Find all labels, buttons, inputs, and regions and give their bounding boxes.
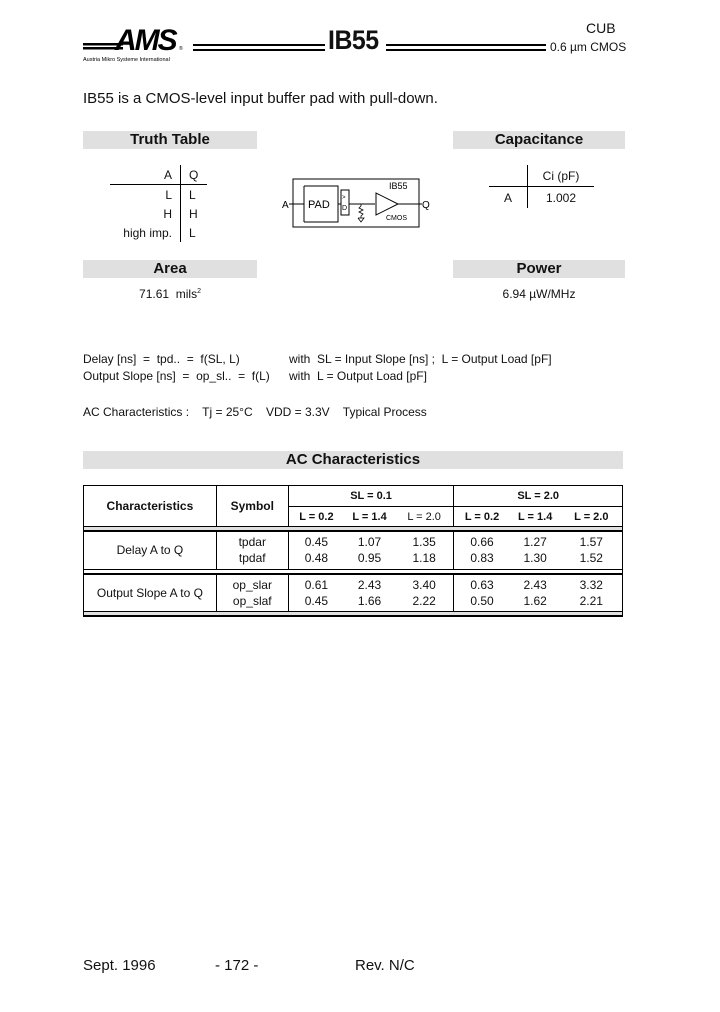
value-cell: 2.43 (523, 577, 547, 592)
area-value (83, 287, 257, 301)
svg-text:>: > (342, 195, 346, 201)
truth-table (110, 165, 207, 242)
value-cell: 1.35 (412, 535, 436, 550)
value-cell: 3.40 (412, 577, 436, 592)
svg-text:Q: Q (422, 200, 430, 211)
load-header: L = 1.4 (510, 507, 561, 527)
ci-header: Ci (pF) (528, 165, 595, 187)
capacitance-table (489, 165, 594, 208)
value-cell: 0.66 (470, 535, 494, 550)
value-cell: 0.45 (304, 535, 329, 550)
value-cell: 2.22 (412, 593, 436, 608)
svg-text:IB55: IB55 (389, 181, 408, 191)
col-characteristics: Characteristics (84, 486, 217, 527)
table-row (84, 531, 623, 569)
value-cell: 1.66 (357, 593, 382, 608)
value-cell: 0.61 (304, 577, 329, 592)
delay-formula: Delay [ns] = tpd.. = f(SL, L) (83, 352, 240, 366)
value-cell: 3.32 (579, 577, 603, 592)
ac-characteristics-table (83, 485, 623, 617)
area-heading: Area (83, 260, 257, 278)
symbol: tpdaf (238, 551, 266, 566)
value-cell: 0.50 (470, 593, 494, 608)
row-symbols (216, 574, 288, 612)
power-heading: Power (453, 260, 625, 278)
cell-title: IB55 (328, 25, 379, 55)
input-label: A (282, 200, 289, 211)
value-cell: 0.83 (470, 551, 494, 566)
delay-formula-definition: with SL = Input Slope [ns] ; L = Output Load [pF] (289, 352, 552, 366)
ci-cell: 1.002 (545, 190, 577, 205)
pin-cell: A (489, 187, 528, 209)
table-row (110, 185, 207, 205)
load-header: L = 2.0 (395, 507, 454, 527)
value-cell: 1.57 (579, 535, 603, 550)
svg-text:CMOS: CMOS (386, 215, 407, 222)
svg-text:®: ® (179, 46, 183, 52)
cell-q: H (189, 206, 198, 221)
row-characteristic: Delay A to Q (84, 531, 217, 569)
value-cell: 1.27 (523, 535, 547, 550)
pin-header (489, 165, 528, 187)
svg-text:PAD: PAD (308, 199, 330, 211)
area-unit-exponent: 2 (197, 288, 201, 295)
value-cell: 2.21 (579, 593, 603, 608)
load-header: L = 0.2 (288, 507, 344, 527)
svg-text:D: D (342, 205, 348, 212)
cell-q: L (189, 187, 196, 202)
load-header: L = 2.0 (561, 507, 623, 527)
symbol: tpdar (238, 535, 266, 550)
symbol: op_slar (232, 577, 272, 592)
value-cell: 1.62 (523, 593, 547, 608)
slope-formula-definition: with L = Output Load [pF] (289, 369, 427, 383)
table-row (110, 204, 207, 223)
cell-a: L (110, 185, 181, 205)
cell-a: H (110, 204, 181, 223)
ams-logo (83, 22, 193, 64)
value-cell: 1.52 (579, 551, 603, 566)
slope-formula: Output Slope [ns] = op_sl.. = f(L) (83, 369, 270, 383)
col-a: A (110, 165, 181, 185)
truth-table-heading: Truth Table (83, 131, 257, 149)
value-cell: 1.18 (412, 551, 436, 566)
row-characteristic: Output Slope A to Q (84, 574, 217, 612)
library-name: CUB (586, 20, 616, 36)
value-cell: 2.43 (357, 577, 382, 592)
load-header: L = 1.4 (344, 507, 395, 527)
col-symbol: Symbol (216, 486, 288, 527)
power-value: 6.94 µW/MHz (502, 287, 576, 301)
svg-text:Austria Mikro Systeme Internat: Austria Mikro Systeme International (83, 57, 170, 63)
footer-revision: Rev. N/C (355, 957, 415, 974)
table-row (84, 574, 623, 612)
schematic-diagram (280, 172, 430, 232)
col-q: Q (181, 165, 208, 185)
table-row (489, 187, 594, 209)
value-cell: 0.48 (304, 551, 329, 566)
group-sl-0-1: SL = 0.1 (288, 486, 454, 507)
intro-text: IB55 is a CMOS-level input buffer pad with pull-down. (83, 90, 438, 107)
cell-q: L (189, 225, 196, 240)
capacitance-heading: Capacitance (453, 131, 625, 149)
area-number: 71.61 (139, 287, 170, 301)
ac-characteristics-heading: AC Characteristics (83, 451, 623, 469)
ac-conditions: AC Characteristics : Tj = 25°C VDD = 3.3V Typical Process (83, 405, 427, 419)
group-sl-2-0: SL = 2.0 (454, 486, 623, 507)
footer-page-number: - 172 - (215, 957, 259, 974)
row-symbols (216, 531, 288, 569)
value-cell: 0.63 (470, 577, 494, 592)
technology: 0.6 µm CMOS (550, 40, 627, 54)
table-row (110, 223, 207, 242)
load-header: L = 0.2 (454, 507, 510, 527)
cell-a: high imp. (110, 223, 181, 242)
value-cell: 1.07 (357, 535, 382, 550)
area-unit: mils (175, 287, 198, 301)
symbol: op_slaf (232, 593, 272, 608)
value-cell: 1.30 (523, 551, 547, 566)
header-rule-right (386, 44, 546, 51)
footer-date: Sept. 1996 (83, 957, 156, 974)
value-cell: 0.45 (304, 593, 329, 608)
header-rule-left (193, 44, 325, 51)
value-cell: 0.95 (357, 551, 382, 566)
svg-text:AMS: AMS (115, 24, 176, 57)
separator (84, 612, 623, 617)
